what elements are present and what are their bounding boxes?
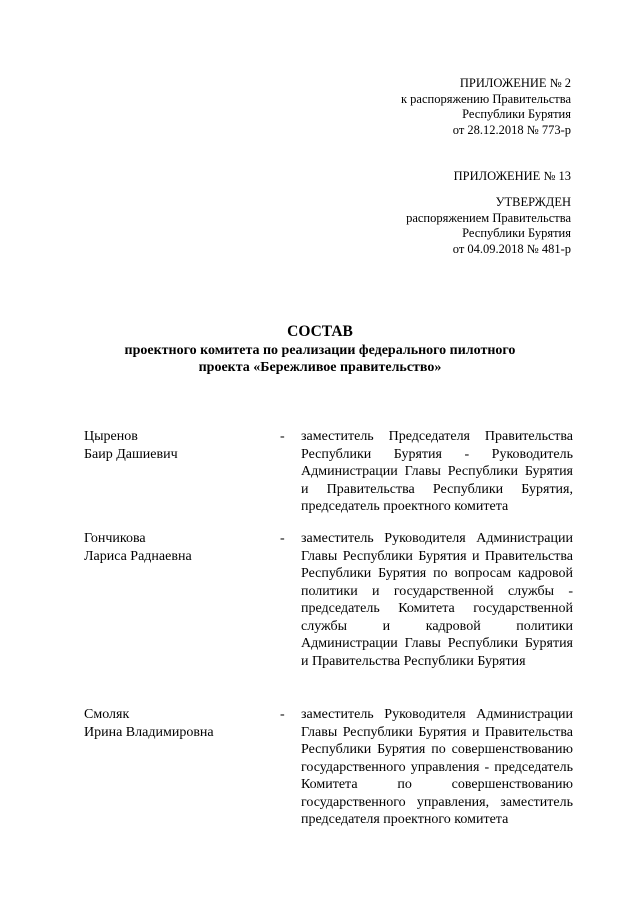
- member-surname: Цыренов: [84, 429, 138, 444]
- member-name: [84, 428, 274, 463]
- member-name: [84, 706, 274, 741]
- title-main: СОСТАВ: [287, 323, 353, 340]
- title-sub-line-1: проектного комитета по реализации федерального пилотного: [124, 343, 516, 358]
- approved-label: УТВЕРЖДЕН: [495, 195, 571, 209]
- member-dash: -: [280, 429, 285, 444]
- appendix-2-header: [401, 76, 571, 138]
- approved-by: распоряжением Правительства: [406, 210, 571, 225]
- appendix-2-number: ПРИЛОЖЕНИЕ № 2: [459, 76, 571, 90]
- title-sub-line-2: проекта «Бережливое правительство»: [198, 360, 442, 375]
- member-given-names: Лариса Раднаевна: [84, 548, 192, 564]
- member-surname: Гончикова: [84, 531, 146, 546]
- member-role: заместитель Руководителя Администрации Главы Республики Бурятия и Правительства Республики Бурятия по совершенствованию государственного управления - председатель Комитета по совершенствованию государственного управления, заместитель председателя проектного комитета: [301, 707, 573, 827]
- approved-date: от 04.09.2018 № 481-р: [452, 241, 571, 256]
- appendix-2-reference: к распоряжению Правительства: [400, 91, 571, 106]
- member-name: [84, 530, 274, 565]
- member-dash: -: [280, 531, 285, 546]
- member-role: заместитель Руководителя Администрации Главы Республики Бурятия и Правительства Республики Бурятия по вопросам кадровой политики и государственной службы - председатель Комитета государственной службы и кадровой политики Администрации Главы Республики Бурятия и Правительства Республики Бурятия: [301, 531, 573, 669]
- appendix-13-number: ПРИЛОЖЕНИЕ № 13: [453, 169, 571, 183]
- member-dash: -: [280, 707, 285, 722]
- appendix-13-header: [454, 169, 571, 185]
- appendix-2-date: от 28.12.2018 № 773-р: [452, 122, 571, 137]
- approved-region: Республики Бурятия: [462, 226, 571, 240]
- member-given-names: Баир Дашиевич: [84, 446, 178, 462]
- document-title: [70, 322, 570, 376]
- approval-stamp: [406, 195, 571, 257]
- member-surname: Смоляк: [84, 707, 130, 722]
- member-role: заместитель Председателя Правительства Республики Бурятия - Руководитель Администрации Главы Республики Бурятия и Правительства Республики Бурятия, председатель проектного комитета: [301, 429, 573, 514]
- appendix-2-region: Республики Бурятия: [462, 107, 571, 121]
- member-given-names: Ирина Владимировна: [84, 724, 214, 740]
